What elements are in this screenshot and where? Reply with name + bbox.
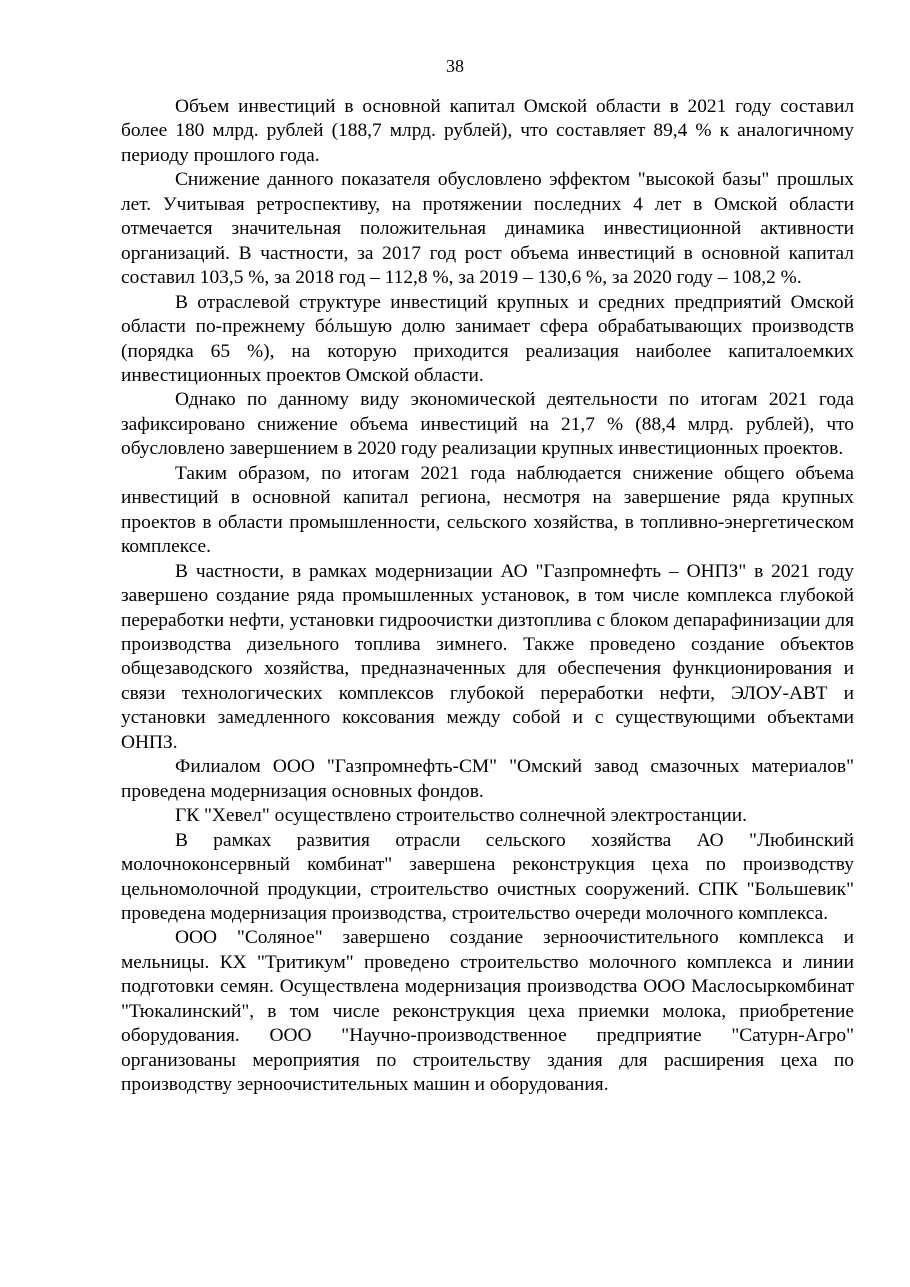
paragraph-onpz-modernization: В частности, в рамках модернизации АО "Газпромнефть – ОНПЗ" в 2021 году завершено создание ряда промышленных установок, в том числе комплекса глубокой переработки нефти, установки гидроочистки дизтоплива с блоком депарафинизации для производства дизельного топлива зимнего. Также проведено создание объектов общезаводского хозяйства, предназначенных для обеспечения функционирования и связи технологических комплексов глубокой переработки нефти, ЭЛОУ-АВТ и установки замедленного коксования между собой и с существующими объектами ОНПЗ. — [121, 560, 854, 753]
paragraph-manufacturing-decline: Однако по данному виду экономической деятельности по итогам 2021 года зафиксировано снижение объема инвестиций на 21,7 % (88,4 млрд. рублей), что обусловлено завершением в 2020 году реализации крупных инвестиционных проектов. — [121, 389, 854, 460]
paragraph-lubricants-plant: Филиалом ООО "Газпромнефть-СМ" "Омский завод смазочных материалов" проведена модернизация основных фондов. — [121, 756, 854, 802]
paragraph-solar-plant: ГК "Хевел" осуществлено строительство солнечной электростанции. — [175, 805, 747, 827]
paragraph-high-base-effect: Снижение данного показателя обусловлено эффектом "высокой базы" прошлых лет. Учитывая ретроспективу, на протяжении последних 4 лет в Омской области отмечается значительная положительная динамика инвестиционной активности организаций. В частности, за 2017 год рост объема инвестиций в основной капитал составил 103,5 %, за 2018 год – 112,8 %, за 2019 – 130,6 %, за 2020 году – 108,2 %. — [121, 169, 854, 289]
document-body — [121, 95, 854, 1098]
paragraph-investment-volume: Объем инвестиций в основной капитал Омской области в 2021 году составил более 180 млрд. рублей (188,7 млрд. рублей), что составляет 89,4 % к аналогичному периоду прошлого года. — [121, 96, 854, 166]
paragraph-sector-structure: В отраслевой структуре инвестиций крупных и средних предприятий Омской области по-прежнему бóльшую долю занимает сфера обрабатывающих производств (порядка 65 %), на которую приходится реализация наиболее капиталоемких инвестиционных проектов Омской области. — [121, 291, 854, 386]
paragraph-agriculture-grain: ООО "Соляное" завершено создание зерноочистительного комплекса и мельницы. КХ "Тритикум" проведено строительство молочного комплекса и линии подготовки семян. Осуществлена модернизация производства ООО Маслосыркомбинат "Тюкалинский", в том числе реконструкция цеха приемки молока, приобретение оборудования. ООО "Научно-производственное предприятие "Сатурн-Агро" организованы мероприятия по строительству здания для расширения цеха по производству зерноочистительных машин и оборудования. — [121, 927, 854, 1096]
page-number: 38 — [446, 56, 464, 76]
paragraph-agriculture-dairy: В рамках развития отрасли сельского хозяйства АО "Любинский молочноконсервный комбинат" завершена реконструкция цеха по производству цельномолочной продукции, строительство очистных сооружений. СПК "Большевик" проведена модернизация производства, строительство очереди молочного комплекса. — [121, 829, 854, 924]
paragraph-overall-decline: Таким образом, по итогам 2021 года наблюдается снижение общего объема инвестиций в основной капитал региона, несмотря на завершение ряда крупных проектов в области промышленности, сельского хозяйства, в топливно-энергетическом комплексе. — [121, 462, 854, 558]
